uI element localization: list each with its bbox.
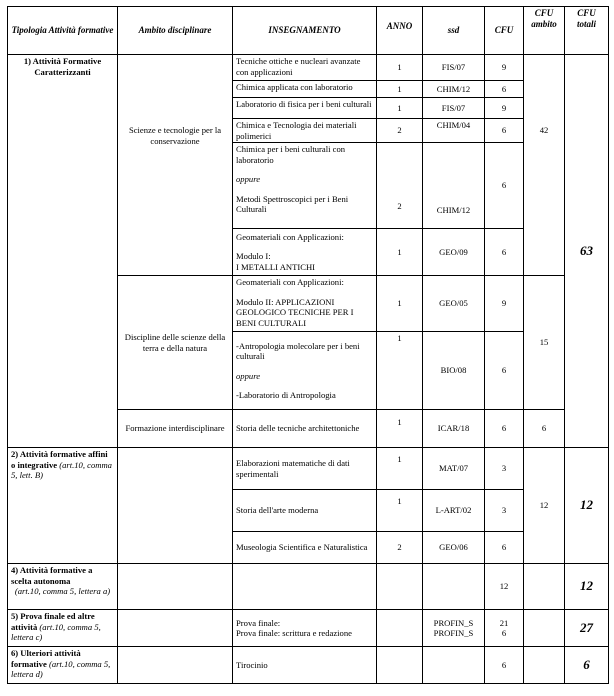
table-row [8,448,609,490]
course-name: Museologia Scientifica e Naturalistica [233,532,377,564]
ssd-empty [423,647,485,684]
course-cfu: 6 [485,532,524,564]
final-exam-cfu-2: 6 [501,628,507,638]
course-cfu: 9 [485,98,524,119]
header-ambito: Ambito disciplinare [118,7,233,55]
course-anno: 1 [377,490,423,532]
course-cfu: 9 [485,55,524,81]
section-1-title: 1) Attività Formative Caratterizzanti [8,55,118,448]
course-line: Modulo I: [236,251,271,262]
ambito-cfu-terra: 15 [524,276,565,410]
final-exam-cfu [485,610,524,647]
course-anno: 1 [377,98,423,119]
section-2-title [8,448,118,564]
course-option-a: Chimica per i beni culturali con laboratorio [236,144,346,165]
section-4-label: 4) Attività formative a scelta autonoma [11,565,93,586]
course-ssd: MAT/07 [423,448,485,490]
header-insegnamento: INSEGNAMENTO [233,7,377,55]
course-anno: 1 [377,448,423,490]
table-row [8,564,609,610]
section-2-cfu-ambito: 12 [524,448,565,564]
course-anno: 2 [377,143,423,229]
section-2-total: 12 [565,448,609,564]
ambito-interdisciplinare: Formazione interdisciplinare [118,410,233,448]
ambito-empty [118,448,233,564]
anno-empty [377,647,423,684]
header-row [8,7,609,55]
course-line: I METALLI ANTICHI [236,261,316,272]
course-ssd: CHIM/12 [423,143,485,229]
ambito-empty [118,564,233,610]
course-option-b: -Laboratorio di Antropologia [236,390,336,400]
header-cfu: CFU [485,7,524,55]
course-cfu: 3 [485,490,524,532]
section-6-ref: (art.10, comma 5, lettera d) [11,658,111,679]
course-ssd: ICAR/18 [423,410,485,448]
course-name [233,143,377,229]
section-2-label: 2) Attività formative affini o integrative [11,449,108,470]
section-6-total: 6 [565,647,609,684]
final-exam-ssd-1: PROFIN_S [433,617,474,628]
course-cfu: 6 [485,332,524,410]
course-cfu: 9 [485,276,524,332]
course-line: Geomateriali con Applicazioni: [236,231,344,242]
course-ssd: GEO/09 [423,229,485,276]
table-row [8,647,609,684]
course-anno: 1 [377,55,423,81]
course-anno: 2 [377,119,423,143]
header-tipologia: Tipologia Attività formative [8,7,118,55]
course-ssd: CHIM/04 [423,119,485,143]
course-cfu: 3 [485,448,524,490]
course-cfu: 6 [485,410,524,448]
course-ssd: GEO/05 [423,276,485,332]
curriculum-table [7,6,609,684]
course-name [233,332,377,410]
section-4-cfu: 12 [485,564,524,610]
ambito-scienze-terra: Discipline delle scienze della terra e della natura [118,276,233,410]
course-ssd: GEO/06 [423,532,485,564]
section-4-title [8,564,118,610]
course-anno: 1 [377,410,423,448]
internship-item: Tirocinio [233,647,377,684]
course-cfu: 6 [485,119,524,143]
course-anno: 2 [377,532,423,564]
ambito-empty [118,647,233,684]
course-name: Chimica applicata con laboratorio [233,81,377,98]
course-line: Geomateriali con Applicazioni: [236,277,344,287]
ambito-cfu-scienze: 42 [524,55,565,276]
final-exam-item: Prova finale: scrittura e redazione [236,628,352,638]
internship-cfu: 6 [485,647,524,684]
course-ssd: L-ART/02 [423,490,485,532]
course-name: Storia delle tecniche architettoniche [233,410,377,448]
oppure-label: oppure [236,174,261,184]
course-cfu: 6 [485,81,524,98]
section-2-ref: (art.10, comma 5, lett. B) [11,459,112,480]
course-empty [233,564,377,610]
cfu-ambito-empty [524,610,565,647]
section-5-title [8,610,118,647]
course-name: Storia dell'arte moderna [233,490,377,532]
anno-empty [377,564,423,610]
header-anno: ANNO [377,7,423,55]
section-5-label: 5) Prova finale ed altre attività [11,611,95,632]
final-exam-items [233,610,377,647]
final-exam-cfu-1: 21 [499,617,509,628]
cfu-ambito-empty [524,564,565,610]
table-row [8,610,609,647]
ambito-cfu-interdisciplinare: 6 [524,410,565,448]
course-anno: 1 [377,276,423,332]
course-name: Laboratorio di fisica per i beni culturali [233,98,377,119]
course-cfu: 6 [485,229,524,276]
section-1-total: 63 [565,55,609,448]
course-name [233,276,377,332]
course-anno: 1 [377,81,423,98]
course-ssd: FIS/07 [423,98,485,119]
course-cfu: 6 [485,143,524,229]
section-5-total: 27 [565,610,609,647]
final-exam-ssd-2: PROFIN_S [433,628,474,638]
section-6-title [8,647,118,684]
section-4-total: 12 [565,564,609,610]
course-line: Modulo II: APPLICAZIONI GEOLOGICO TECNICHE PER I BENI CULTURALI [236,296,354,328]
ssd-empty [423,564,485,610]
course-name: Tecniche ottiche e nucleari avanzate con applicazioni [233,55,377,81]
final-exam-ssd [423,610,485,647]
header-ssd: ssd [423,7,485,55]
anno-empty [377,610,423,647]
course-ssd: FIS/07 [423,55,485,81]
course-option-a: -Antropologia molecolare per i beni culturali [236,340,360,361]
course-name: Elaborazioni matematiche di dati sperimentali [233,448,377,490]
final-exam-item: Prova finale: [236,617,281,628]
section-5-ref: (art.10, comma 5, lettera c) [11,621,101,642]
course-ssd: BIO/08 [423,332,485,410]
course-name [233,229,377,276]
course-anno: 1 [377,229,423,276]
oppure-label: oppure [236,370,261,381]
ambito-empty [118,610,233,647]
section-4-ref: (art.10, comma 5, lettera a) [14,586,111,596]
course-anno: 1 [377,332,423,410]
header-cfu-totali: CFU totali [565,7,609,55]
cfu-ambito-empty [524,647,565,684]
section-6-label: 6) Ulteriori attività formative [11,648,81,669]
course-name: Chimica e Tecnologia dei materiali polimerici [233,119,377,143]
course-ssd: CHIM/12 [423,81,485,98]
header-cfu-ambito: CFU ambito [524,7,565,55]
table-row [8,55,609,81]
course-option-b: Metodi Spettroscopici per i Beni Culturali [236,193,349,214]
ambito-scienze-tecnologie: Scienze e tecnologie per la conservazione [118,55,233,276]
